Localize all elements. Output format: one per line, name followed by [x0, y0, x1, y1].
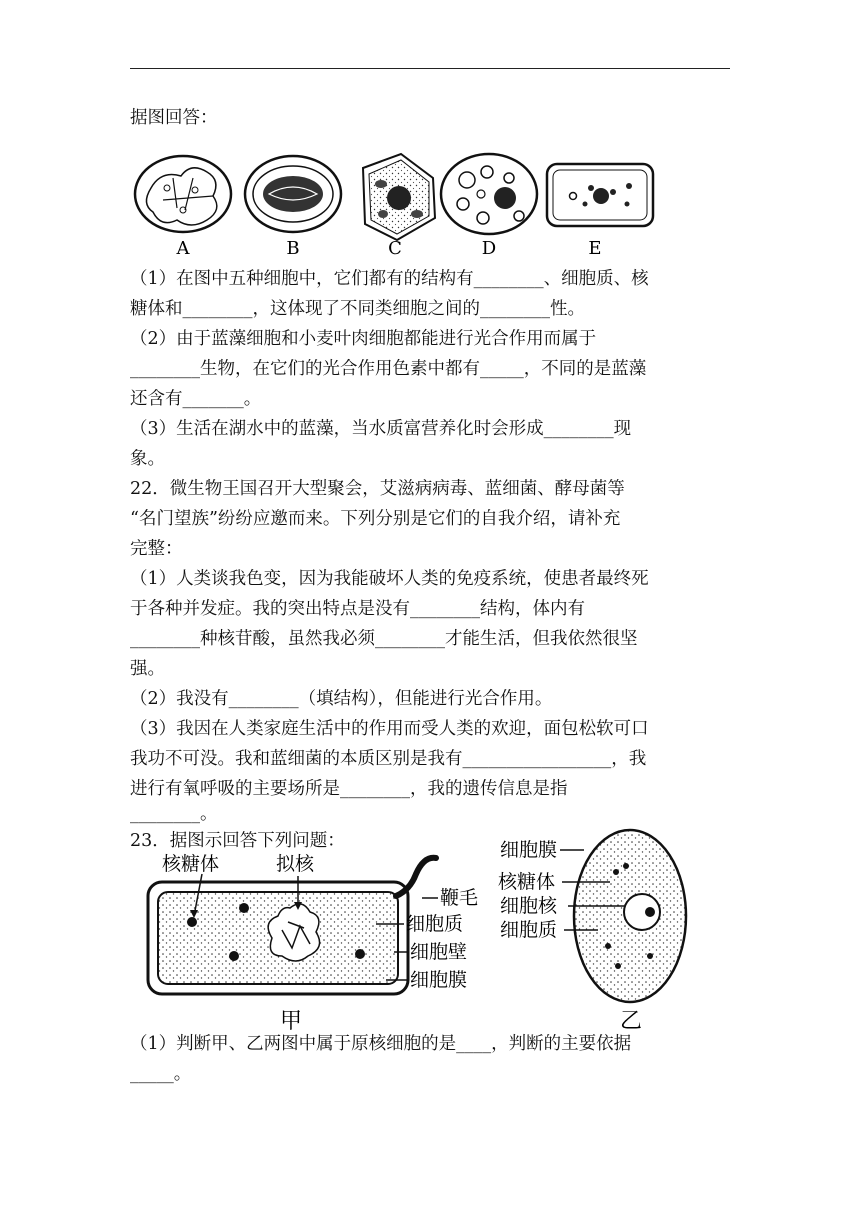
q21-line-4: ________生物，在它们的光合作用色素中都有_____，不同的是蓝藻	[130, 359, 647, 379]
label-a: A	[176, 238, 190, 258]
label-d: D	[481, 238, 497, 258]
cell-b-drawing	[245, 156, 341, 232]
label-c: C	[388, 238, 402, 258]
label-cytoplasm-b: 细胞质	[500, 919, 558, 941]
label-flagellum: 鞭毛	[440, 887, 479, 909]
q21-line-1: （1）在图中五种细胞中，它们都有的结构有________、细胞质、核	[130, 269, 649, 289]
cell-comparison-figure	[140, 826, 700, 1036]
q22-line-2: “名门望族”纷纷应邀而来。下列分别是它们的自我介绍，请补充	[130, 509, 621, 529]
q22-line-11: 进行有氧呼吸的主要场所是________，我的遗传信息是指	[130, 779, 568, 799]
label-b: B	[286, 238, 300, 258]
q22-line-9: （3）我因在人类家庭生活中的作用而受人类的欢迎，面包松软可口	[130, 719, 649, 739]
cell-c-drawing	[363, 154, 435, 240]
label-nucleoid: 拟核	[276, 853, 315, 875]
cell-d-drawing	[441, 154, 537, 234]
label-ribosome-a: 核糖体	[162, 853, 220, 875]
q22-line-8: （2）我没有________（填结构），但能进行光合作用。	[130, 689, 553, 709]
q22-line-1: 22．微生物王国召开大型聚会，艾滋病病毒、蓝细菌、酵母菌等	[130, 479, 625, 499]
q22-line-4: （1）人类谈我色变，因为我能破坏人类的免疫系统，使患者最终死	[130, 569, 649, 589]
cell-a-drawing	[135, 156, 231, 232]
eukaryote-drawing	[560, 830, 686, 1002]
q22-line-3: 完整：	[130, 539, 183, 559]
q23-answer-line-2: _____。	[130, 1064, 192, 1084]
q21-line-7: 象。	[130, 449, 165, 469]
label-jia: 甲	[280, 1009, 303, 1034]
prokaryote-drawing	[148, 858, 438, 994]
q23-heading: 23．据图示回答下列问题：	[130, 831, 345, 851]
q22-line-7: 强。	[130, 659, 165, 679]
q22-line-10: 我功不可没。我和蓝细菌的本质区别是我有_________________，我	[130, 749, 647, 769]
q22-line-12: ________。	[130, 804, 218, 824]
five-cells-figure	[133, 148, 663, 258]
label-cytoplasm-a: 细胞质	[406, 913, 464, 935]
label-ribosome-b: 核糖体	[498, 871, 556, 893]
label-membrane-a: 细胞膜	[410, 969, 468, 991]
label-yi: 乙	[620, 1009, 643, 1034]
label-wall: 细胞壁	[410, 941, 468, 963]
header-rule	[130, 68, 730, 69]
q21-line-3: （2）由于蓝藻细胞和小麦叶肉细胞都能进行光合作用而属于	[130, 329, 597, 349]
q22-line-5: 于各种并发症。我的突出特点是没有________结构，体内有	[130, 599, 585, 619]
q23-answer-line-1: （1）判断甲、乙两图中属于原核细胞的是____，判断的主要依据	[130, 1034, 632, 1054]
label-membrane-b: 细胞膜	[500, 839, 558, 861]
q21-line-6: （3）生活在湖水中的蓝藻，当水质富营养化时会形成________现	[130, 419, 632, 439]
label-e: E	[588, 238, 602, 258]
cell-e-drawing	[547, 164, 653, 226]
label-nucleus: 细胞核	[500, 895, 558, 917]
intro-text: 据图回答：	[130, 108, 218, 128]
q22-line-6: ________种核苷酸，虽然我必须________才能生活，但我依然很坚	[130, 629, 638, 649]
q21-line-2: 糖体和________，这体现了不同类细胞之间的________性。	[130, 299, 585, 319]
q21-line-5: 还含有_______。	[130, 389, 262, 409]
